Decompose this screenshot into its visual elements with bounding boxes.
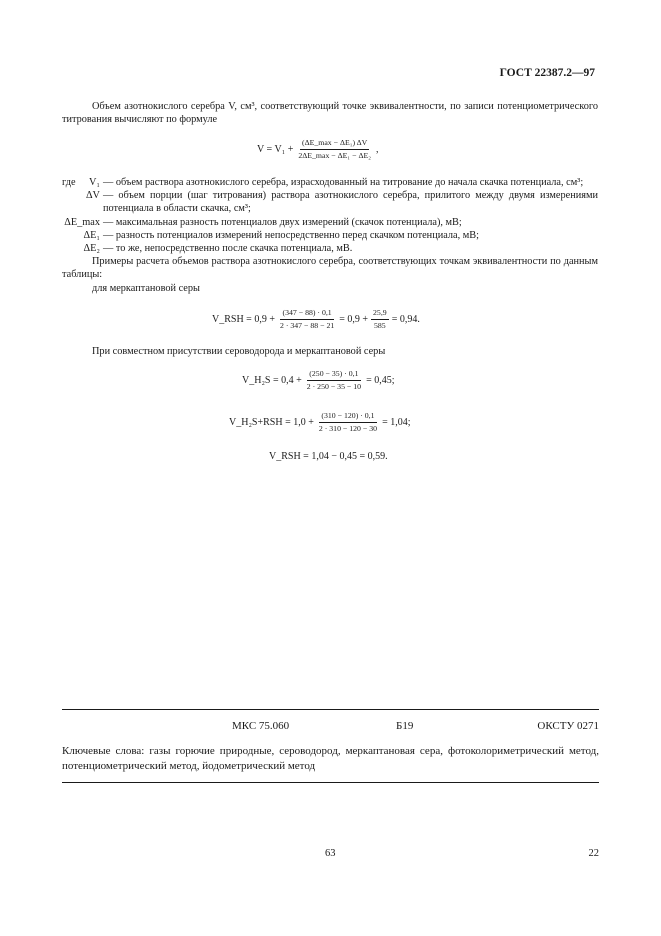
definition-row [62,189,598,215]
formula-h2s-fraction [305,369,363,392]
definition-text: — объем раствора азотнокислого серебра, израсходованный на титрование до начала скачка потенциала, см³; [103,177,584,188]
formula-h2s-rsh-result: = 1,04; [382,417,411,428]
formula-rsh-fraction2 [371,308,389,331]
formula-h2s-result: = 0,45; [366,375,395,386]
intro-paragraph: Объем азотнокислого серебра V, см³, соответствующий точке эквивалентности, по записи потенциометрического титрования вычисляют по формуле [62,101,598,126]
footer-top-rule [62,709,599,710]
mercaptan-label: для меркаптановой серы [92,282,200,294]
main-formula-lhs: V = V₁ + [257,144,294,155]
definitions-block [62,176,598,295]
definition-row [62,242,598,255]
main-formula-fraction [296,138,373,161]
formula-h2s-numerator: (250 − 35) · 0,1 [307,369,360,381]
okstu-code: ОКСТУ 0271 [537,720,599,732]
formula-h2s-rsh-fraction [317,411,379,434]
footer-bottom-rule [62,782,599,783]
formula-rsh-fraction [278,308,336,331]
formula-h2s-rsh-numerator: (310 − 120) · 0,1 [319,411,376,423]
formula-h2s-lhs: V_H₂S = 0,4 + [242,375,302,386]
formula-rsh-lhs: V_RSH = 0,9 + [212,314,275,325]
group-code: Б19 [396,720,414,732]
formula-rsh-denominator2: 585 [374,321,386,330]
formula-h2s-denominator: 2 · 250 − 35 − 10 [306,382,362,391]
definition-symbol: ΔE_max [64,216,100,228]
definition-row [62,216,598,229]
definition-symbol: V₁ [88,177,100,188]
definition-row [62,229,598,242]
formula-rsh-numerator: (347 − 88) · 0,1 [280,308,333,320]
main-formula-denominator: 2ΔE_max − ΔE₁ − ΔE₂ [298,151,371,160]
formula-rsh-mid: = 0,9 + [339,314,369,325]
definition-text: — объем порции (шаг титрования) раствора азотнокислого серебра, прилитого между двумя измерениями потенциала в области скачка, см³; [103,190,598,215]
formula-h2s-rsh-lhs: V_H₂S+RSH = 1,0 + [229,417,314,428]
keywords-paragraph: Ключевые слова: газы горючие природные, сероводород, меркаптановая сера, фотоколориметрический метод, потенциометрический метод, йодометрический метод [62,745,599,772]
definition-text: — разность потенциалов измерений непосредственно перед скачком потенциала, мВ; [103,229,479,241]
definition-text: — максимальная разность потенциалов двух измерений (скачок потенциала), мВ; [103,216,462,228]
definition-text: — то же, непосредственно после скачка потенциала, мВ. [103,243,353,255]
main-formula-tail: , [375,144,379,155]
definition-symbol: ΔE₂ [83,243,100,255]
formula-rsh-denominator: 2 · 347 − 88 − 21 [279,321,335,330]
definition-symbol: ΔE₁ [83,229,100,241]
formula-h2s-rsh-denominator: 2 · 310 − 120 − 30 [318,424,378,433]
page-number-right: 22 [588,848,599,859]
joint-label: При совместном присутствии сероводорода и меркаптановой серы [92,346,386,357]
formula-rsh-result: = 0,94. [391,314,420,325]
formula-h2s [242,369,394,392]
definition-row [62,176,598,189]
formula-rsh-final: V_RSH = 1,04 − 0,45 = 0,59. [269,451,388,462]
formula-rsh [212,308,420,331]
examples-intro: Примеры расчета объемов раствора азотнокислого серебра, соответствующих точкам эквивалентности по данным таблицы: [62,256,598,281]
mks-code: МКС 75.060 [232,720,290,732]
definition-symbol: ΔV [85,190,100,202]
formula-rsh-numerator2: 25,9 [371,308,389,320]
main-formula-numerator: (ΔE_max − ΔE₁) ΔV [300,138,369,150]
document-code-header: ГОСТ 22387.2—97 [499,67,595,79]
main-formula [257,138,378,161]
formula-h2s-rsh [229,411,410,434]
page-number-center: 63 [325,848,336,859]
definitions-lead: где [62,177,76,188]
